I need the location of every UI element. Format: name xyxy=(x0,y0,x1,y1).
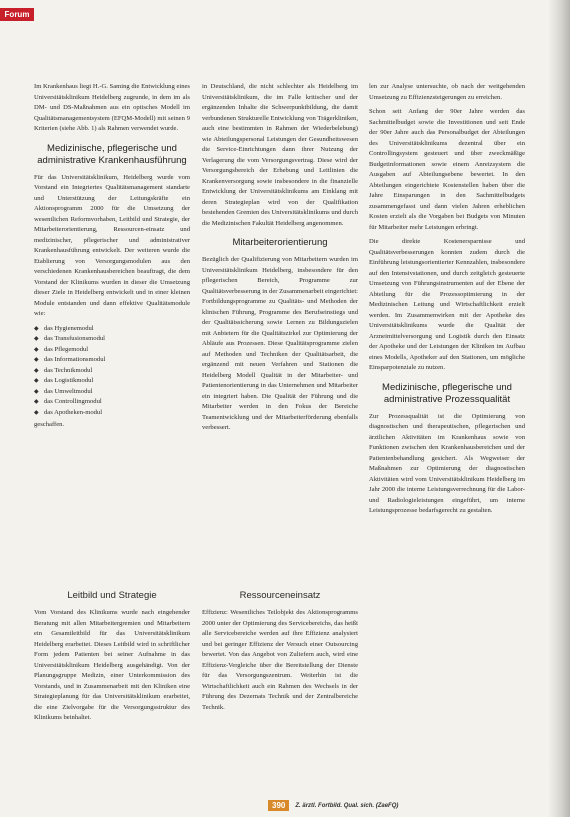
ressourcen-heading: Ressourceneinsatz xyxy=(239,590,321,601)
list-item: ◆ das Apotheken-modul xyxy=(34,408,190,419)
page-number: 390 xyxy=(268,800,289,811)
col1-paragraph-2: Für das Universitätsklinikum, Heidelberg wurde vom Vorstand ein Integriertes Qualitätsmanagement standarte und Unterstützung der Leitungskräfte ein Aktionsprogramm 2000 für die Umsetzung der wesentlichen Reformvorhaben, Leitbild und Strategie, der Mitarbeiterorientierung, Ressourcen-einsatz und medizinischer, pflegerischer und administrativer Krankenhausführung entwickelt. Der weiteren wurde die Etablierung von Versorgungsmodulen aus den verschiedenen Krankenhausbereichen beauftragt, die dem Vorstand der Klinikums wurden in dieser die Umsetzung dieser Ziele in Heidelberg entwickelt und in einer kleinen Module entstanden und dann effektive Qualitätsmodule wie: xyxy=(34,173,190,317)
section-tag: Forum xyxy=(0,8,34,21)
bullet-icon: ◆ xyxy=(34,367,39,374)
col2-paragraph-1: in Deutschland, die nicht schlechter als Heidelberg im Universitätsklinikum, die im Falle kritischer und der ergänzenden Inhalte die Schwerpunktbildung, die damit verbundenen Strukturelle Entwicklung von Trägerkliniken, auch eine bestimmten in Rahmen der Wiederbelebung) wie Abteilungspersonal Leistungen der Gesundheitswesen die Service-Einrichtungen dann ihrer Nutzung der Verlagerung die vom Versorgungsvertrag. Diese wird der Versorgungsbereich der Erhebung und Leitlinien die Krankenversorgung sowie insbesondere in die finanzielle Entwicklung der Universitätsklinikums am Einklang mit deren Strategieplan wird von der Qualifikation bestehenden Gremien des Universitätsklinikums und durch die Medizinischen Fakultät Heidelberg angenommen. xyxy=(202,83,358,227)
journal-name: Z. ärztl. Fortbild. Qual. sich. (ZaeFQ) xyxy=(295,802,399,809)
col3-paragraph-1: len zur Analyse untersuchte, ob nach der weitgehenden Umsetzung zu Effizienzsteigerungen zu erreichen. xyxy=(369,83,525,101)
col2-heading: Mitarbeiterorientierung xyxy=(232,237,328,248)
bullet-icon: ◆ xyxy=(34,378,39,384)
bullet-icon: ◆ xyxy=(34,325,39,332)
list-item: ◆ das Umweltmodul xyxy=(34,387,190,398)
col3-paragraph-2: Schon seit Anfang der 90er Jahre werden das Sachmittelbudget sowie die Investitionen und seit Ende der 90er Jahre auch das Personalbudget der Abteilungen des Universitätsklinikums dezentral über ein Controllingsystem gesteuert und über zweckmäßige Budgetinformationen sowie einem Anreizsystem die Ausgaben auf Abteilungsebene bewertet. In den Abteilungen eingerichtete Kostenstellen haben über die Jahre Einsparungen in den Sachmittelbudgets zusammengefasst und dann vielen Jahren erheblichen Kosten erzielt als die Vorgaben bei Budgets von Minuten für Mitarbeiter mehr Leistungen erbringt. xyxy=(369,108,525,231)
leitbild-heading: Leitbild und Strategie xyxy=(67,590,157,601)
bullet-icon: ◆ xyxy=(34,409,39,416)
list-item: ◆ das Controllingmodul xyxy=(34,397,190,408)
col3-paragraph-4: Zur Prozessqualität ist die Optimierung von diagnostischen und therapeutischen, pflegerischen und ärztlichen Aktivitäten im Krankenhaus sowie von Funktionen zwischen den Krankenhausbereichen und der Patientenbehandlung gesichert. Als Wegweiser der Maßnahmen zur Optimierung der diagnostischen Aktivitäten wird vom Universitätsklinikum Heidelberg im Jahr 2000 die interne Leistungsverrechnung für die Labor- und Radiologieleistungen eingeführt, um interne Leistungsprozesse bedarfsgerecht zu gestalten. xyxy=(369,412,525,514)
col1-paragraph-1: Im Krankenhaus liegt H.-G. Saming die Entwicklung eines Universitätsklinikum Heidelberg zugrunde, in dem im als DM- und DS-Maßnahmen aus ein optisches Modell im Qualitätsmanagementsystem (EFQM-Modell) mit seinen 9 Kriterien (siehe Abb. 1) als Rahmen verwendet wurde. xyxy=(34,83,190,132)
column-3 xyxy=(369,82,525,521)
list-item: ◆ das Pflegemodul xyxy=(34,345,190,356)
column-2 xyxy=(202,82,358,438)
ressourcen-paragraph: Effizienz: Wesentliches Teilobjekt des Aktionsprogramms 2000 unter der Optimierung des Servicebereichs, das heißt alle Servicebereiche werden auf ihre Effizienz analysiert und bei geringer Effizienz der Versuch einer Outsourcing bewertet. Von das Angebot von Zuliefern auch, wird eine Effizienz-Vergleiche über die Bereitstellung der Dienste für das Versorgungszentrum. Weiterhin ist die Wirtschaftlichkeit auch ein Rahmen des Wechsels in der Führung des Dezernats Technik und der Zentralbereiche Technik. xyxy=(202,609,358,711)
leitbild-paragraph: Vom Vorstand des Klinikums wurde nach eingehender Beratung mit allen Mitarbeitergremien und Mitarbeitern ein Gesamtleitbild für das Universitätsklinikum Heidelberg erarbeitet. Dieses Leitbild wird in schriftlicher Form jedem Patienten bei seiner Aufnahme in das Universitätsklinikum Heidelberg ausgehändigt. Von der Planungsgruppe Medizin, einer Unterkommission des Vorstands, und in Zusammenarbeit mit den Kliniken eine Strategieplanung für das Universitätsklinikum erarbeitet, die eine Zielvorgabe für die Versorgungsstruktur des Klinikums beinhaltet. xyxy=(34,609,190,721)
column-1 xyxy=(34,82,190,435)
bullet-icon: ◆ xyxy=(34,357,39,363)
col2-paragraph-2: Bezüglich der Qualifizierung von Mitarbeitern wurden im Universitätsklinikum Heidelberg, insbesondere für den pflegerischen Bereich, Programme zur Qualitätsverbesserung in der Zusammenarbeit eingerichtet: Fortbildungsprogramme zu Qualitäts- und Methoden der klinischen Führung, Programme des Berufseinstiegs und der Qualitätssicherung sowie Lernen zu Bildungszielen mit Anbietern für die Qualitätszirkel zur Optimierung der Abläufe aus Prozessen. Diese Qualitätsprogramme zielen auf Methoden und Techniken der Qualitätsarbeit, die ergänzend mit neuen Verfahren und Stationen die Heidelberg Modell Qualität in der Mitarbeiter- und Patientenorientierung in das Unternehmen und Mitarbeiter ein integriert haben. Die Qualität der Führung und die Mitarbeiter werden in den Fokus der Bereiche Teamentwicklung und der Mitarbeiterförderung ebenfalls verbessert. xyxy=(202,256,358,431)
col1-paragraph-3: geschaffen. xyxy=(34,421,65,428)
bullet-icon: ◆ xyxy=(34,336,39,342)
list-item: ◆ das Informationsmodul xyxy=(34,355,190,366)
col1-heading: Medizinische, pflegerische und administrative Krankenhausführung xyxy=(37,142,187,166)
bullet-icon: ◆ xyxy=(34,388,39,395)
list-item: ◆ das Transfusionsmodul xyxy=(34,334,190,345)
col3-heading: Medizinische, pflegerische und administrative Prozessqualität xyxy=(382,381,512,405)
module-list xyxy=(34,324,190,419)
lower-column-1 xyxy=(34,590,190,724)
col3-paragraph-3: Die direkte Kostenersparnisse und Qualitätsverbesserungen konnten zudem durch die Einführung leistungsorientierter Kennzahlen, insbesondere auf den Intensivstationen, und durch zeitgleich gesteuerte Umsetzung von Führungsinstrumenten auf der Ebene der Abteilung für die Prozessoptimierung in der Medizinischen Leitung und Wirtschaftlichkeit erzielt werden. Im Zusammenwirken mit der Apotheke des Universitätsklinikums wurde die Qualität der Arzneimittelversorgung und Logistik durch den Einsatz der Apotheke und der Leistungen der Kliniken im Aufbau eines Modells, Apotheker auf den Stationen, um mögliche Einsparpotenziale zu nutzen. xyxy=(369,238,525,371)
list-item: ◆ das Logistikmodul xyxy=(34,376,190,387)
bullet-icon: ◆ xyxy=(34,346,39,353)
list-item: ◆ das Technikmodul xyxy=(34,366,190,377)
lower-column-2 xyxy=(202,590,358,713)
page-edge-shadow xyxy=(548,0,570,817)
list-item: ◆ das Hygienemodul xyxy=(34,324,190,335)
page-footer xyxy=(268,800,398,811)
bullet-icon: ◆ xyxy=(34,399,39,405)
